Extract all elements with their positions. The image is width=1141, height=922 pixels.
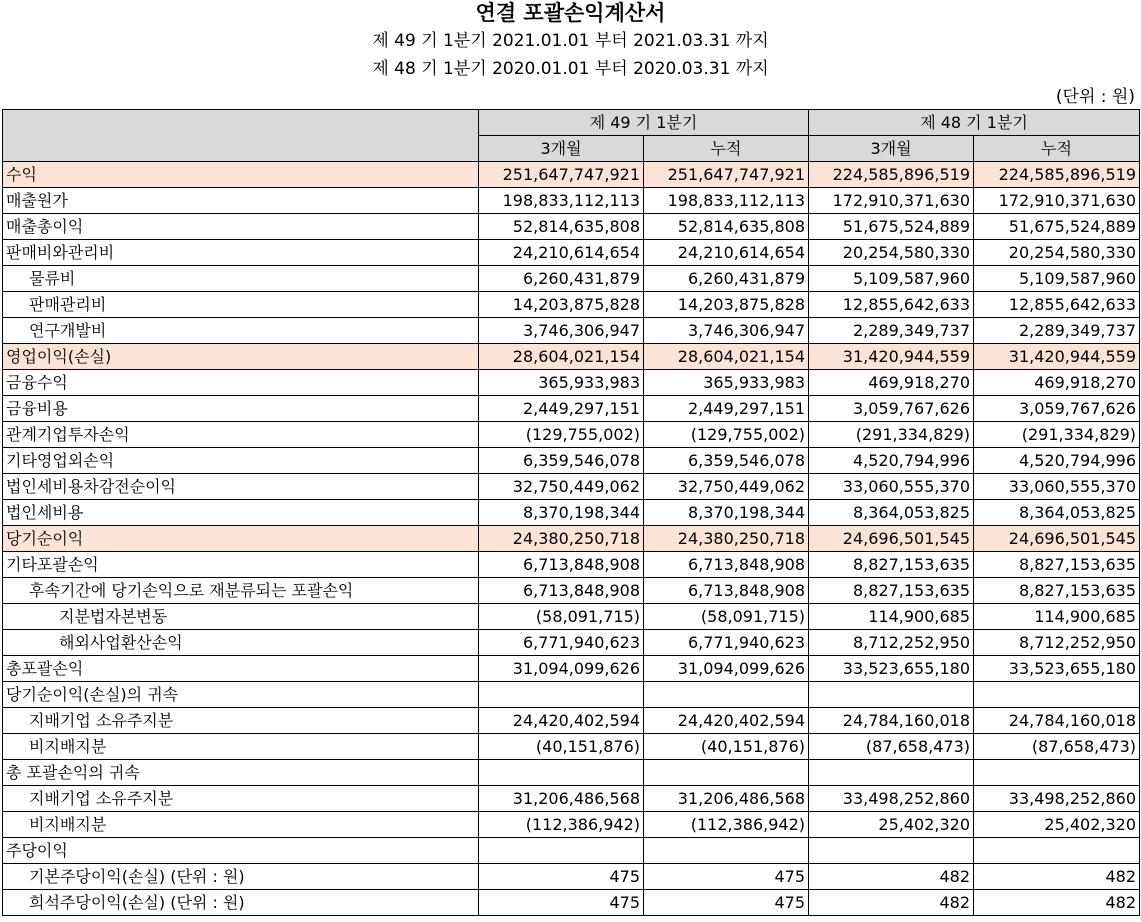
row-value: 3,746,306,947 [644, 318, 809, 344]
row-label: 관계기업투자손익 [3, 422, 479, 448]
row-value: 224,585,896,519 [974, 162, 1140, 188]
row-label: 희석주당이익(손실) (단위 : 원) [3, 890, 479, 916]
table-row [3, 630, 1140, 656]
table-row [3, 396, 1140, 422]
row-value: 20,254,580,330 [974, 240, 1140, 266]
table-row [3, 786, 1140, 812]
table-row [3, 656, 1140, 682]
row-value: 6,771,940,623 [644, 630, 809, 656]
row-value: 52,814,635,808 [644, 214, 809, 240]
row-value: 8,827,153,635 [809, 578, 974, 604]
row-label: 지배기업 소유주지분 [3, 786, 479, 812]
row-value: 198,833,112,113 [479, 188, 644, 214]
row-value: 8,827,153,635 [974, 552, 1140, 578]
row-label: 지배기업 소유주지분 [3, 708, 479, 734]
table-row [3, 812, 1140, 838]
row-label: 총 포괄손익의 귀속 [3, 760, 479, 786]
row-value: 24,784,160,018 [809, 708, 974, 734]
row-value: 8,712,252,950 [974, 630, 1140, 656]
row-value: (40,151,876) [644, 734, 809, 760]
row-value: 6,260,431,879 [479, 266, 644, 292]
row-value: 33,523,655,180 [809, 656, 974, 682]
row-value: 6,713,848,908 [644, 578, 809, 604]
row-value: 482 [809, 890, 974, 916]
row-label: 지분법자본변동 [3, 604, 479, 630]
row-value: 33,498,252,860 [809, 786, 974, 812]
row-label: 후속기간에 당기손익으로 재분류되는 포괄손익 [3, 578, 479, 604]
row-value [479, 760, 644, 786]
row-value [644, 682, 809, 708]
row-value: 2,449,297,151 [479, 396, 644, 422]
row-value: 482 [974, 864, 1140, 890]
row-label: 연구개발비 [3, 318, 479, 344]
header-prior-3month: 3개월 [809, 136, 974, 162]
table-row [3, 292, 1140, 318]
row-value [809, 760, 974, 786]
row-value: 475 [644, 890, 809, 916]
row-value: (129,755,002) [644, 422, 809, 448]
row-label: 주당이익 [3, 838, 479, 864]
row-value: 31,420,944,559 [809, 344, 974, 370]
row-value: 12,855,642,633 [974, 292, 1140, 318]
table-row [3, 214, 1140, 240]
row-label: 기본주당이익(손실) (단위 : 원) [3, 864, 479, 890]
row-value: 32,750,449,062 [644, 474, 809, 500]
row-value [479, 838, 644, 864]
row-value: 5,109,587,960 [974, 266, 1140, 292]
table-row [3, 240, 1140, 266]
header-current-3month: 3개월 [479, 136, 644, 162]
row-label: 매출원가 [3, 188, 479, 214]
row-value: 6,713,848,908 [479, 552, 644, 578]
table-row [3, 318, 1140, 344]
row-value: 3,059,767,626 [974, 396, 1140, 422]
row-value: 4,520,794,996 [809, 448, 974, 474]
row-value: 3,059,767,626 [809, 396, 974, 422]
table-row [3, 864, 1140, 890]
row-value: 25,402,320 [809, 812, 974, 838]
row-label: 영업이익(손실) [3, 344, 479, 370]
header-corner [3, 110, 479, 162]
row-value: 33,523,655,180 [974, 656, 1140, 682]
row-value: 31,206,486,568 [644, 786, 809, 812]
row-value: 14,203,875,828 [479, 292, 644, 318]
row-value: (291,334,829) [974, 422, 1140, 448]
row-label: 당기순이익(손실)의 귀속 [3, 682, 479, 708]
row-value: 469,918,270 [809, 370, 974, 396]
row-value: (112,386,942) [644, 812, 809, 838]
row-value: 251,647,747,921 [644, 162, 809, 188]
row-value: (87,658,473) [974, 734, 1140, 760]
current-period-range: 제 49 기 1분기 2021.01.01 부터 2021.03.31 까지 [372, 31, 769, 51]
row-label: 총포괄손익 [3, 656, 479, 682]
row-value: 12,855,642,633 [809, 292, 974, 318]
table-row [3, 552, 1140, 578]
row-value: 24,784,160,018 [974, 708, 1140, 734]
row-value: 198,833,112,113 [644, 188, 809, 214]
row-label: 매출총이익 [3, 214, 479, 240]
table-row [3, 708, 1140, 734]
row-value: 51,675,524,889 [974, 214, 1140, 240]
row-value: (291,334,829) [809, 422, 974, 448]
row-value: 6,713,848,908 [479, 578, 644, 604]
row-value: 20,254,580,330 [809, 240, 974, 266]
row-value: 31,206,486,568 [479, 786, 644, 812]
row-label: 금융수익 [3, 370, 479, 396]
row-value: 3,746,306,947 [479, 318, 644, 344]
row-label: 해외사업환산손익 [3, 630, 479, 656]
table-row [3, 188, 1140, 214]
row-value: 6,359,546,078 [479, 448, 644, 474]
header-prior-cumulative: 누적 [974, 136, 1140, 162]
row-value: 24,210,614,654 [644, 240, 809, 266]
header-current-cumulative: 누적 [644, 136, 809, 162]
row-value: 8,827,153,635 [809, 552, 974, 578]
row-value: (40,151,876) [479, 734, 644, 760]
row-value: 33,060,555,370 [974, 474, 1140, 500]
row-value: (87,658,473) [809, 734, 974, 760]
income-statement-table [2, 109, 1140, 916]
row-value: (129,755,002) [479, 422, 644, 448]
row-label: 당기순이익 [3, 526, 479, 552]
table-row [3, 838, 1140, 864]
row-value: 24,420,402,594 [479, 708, 644, 734]
table-row [3, 422, 1140, 448]
table-row [3, 734, 1140, 760]
row-label: 법인세비용 [3, 500, 479, 526]
table-row [3, 370, 1140, 396]
row-value: 6,359,546,078 [644, 448, 809, 474]
row-value: 114,900,685 [809, 604, 974, 630]
header-prior-period: 제 48 기 1분기 [809, 110, 1140, 136]
row-value: 8,370,198,344 [479, 500, 644, 526]
table-row [3, 682, 1140, 708]
row-value: 172,910,371,630 [809, 188, 974, 214]
row-value: 114,900,685 [974, 604, 1140, 630]
statement-title: 연결 포괄손익계산서 [475, 1, 666, 25]
row-value: 33,498,252,860 [974, 786, 1140, 812]
row-value: 6,260,431,879 [644, 266, 809, 292]
table-row [3, 344, 1140, 370]
row-value [974, 760, 1140, 786]
row-value: 5,109,587,960 [809, 266, 974, 292]
row-value: 28,604,021,154 [479, 344, 644, 370]
row-value: 475 [644, 864, 809, 890]
table-row [3, 474, 1140, 500]
unit-label: (단위 : 원) [1055, 87, 1135, 107]
row-label: 기타영업외손익 [3, 448, 479, 474]
row-label: 판매관리비 [3, 292, 479, 318]
row-value: 172,910,371,630 [974, 188, 1140, 214]
row-label: 법인세비용차감전순이익 [3, 474, 479, 500]
row-value: 8,827,153,635 [974, 578, 1140, 604]
row-value [974, 682, 1140, 708]
table-row [3, 162, 1140, 188]
row-value: 6,713,848,908 [644, 552, 809, 578]
row-value: 4,520,794,996 [974, 448, 1140, 474]
row-value: 8,712,252,950 [809, 630, 974, 656]
row-value [644, 760, 809, 786]
row-value [644, 838, 809, 864]
row-label: 금융비용 [3, 396, 479, 422]
row-value: (58,091,715) [644, 604, 809, 630]
row-value: 6,771,940,623 [479, 630, 644, 656]
row-value: 365,933,983 [479, 370, 644, 396]
row-value: 24,696,501,545 [809, 526, 974, 552]
row-label: 물류비 [3, 266, 479, 292]
row-value [974, 838, 1140, 864]
row-value: 482 [974, 890, 1140, 916]
row-value: 25,402,320 [974, 812, 1140, 838]
row-label: 비지배지분 [3, 734, 479, 760]
row-value: 24,210,614,654 [479, 240, 644, 266]
row-value: 365,933,983 [644, 370, 809, 396]
row-value: 24,380,250,718 [479, 526, 644, 552]
header-current-period: 제 49 기 1분기 [479, 110, 809, 136]
row-label: 판매비와관리비 [3, 240, 479, 266]
row-value: 31,094,099,626 [479, 656, 644, 682]
row-value: 8,364,053,825 [809, 500, 974, 526]
table-row [3, 266, 1140, 292]
row-value: 2,289,349,737 [809, 318, 974, 344]
row-value: 33,060,555,370 [809, 474, 974, 500]
row-label: 기타포괄손익 [3, 552, 479, 578]
table-row [3, 604, 1140, 630]
row-value: 32,750,449,062 [479, 474, 644, 500]
row-value: 14,203,875,828 [644, 292, 809, 318]
row-value: 24,696,501,545 [974, 526, 1140, 552]
table-row [3, 526, 1140, 552]
row-value: 24,380,250,718 [644, 526, 809, 552]
row-value: (58,091,715) [479, 604, 644, 630]
table-row [3, 760, 1140, 786]
row-value: 482 [809, 864, 974, 890]
row-value [809, 838, 974, 864]
row-value [809, 682, 974, 708]
row-value: 475 [479, 890, 644, 916]
row-value: (112,386,942) [479, 812, 644, 838]
row-value: 52,814,635,808 [479, 214, 644, 240]
row-value: 224,585,896,519 [809, 162, 974, 188]
row-value: 2,289,349,737 [974, 318, 1140, 344]
row-value: 469,918,270 [974, 370, 1140, 396]
row-value: 8,364,053,825 [974, 500, 1140, 526]
row-label: 수익 [3, 162, 479, 188]
row-value: 8,370,198,344 [644, 500, 809, 526]
row-value: 31,420,944,559 [974, 344, 1140, 370]
table-row [3, 578, 1140, 604]
table-row [3, 500, 1140, 526]
table-row [3, 448, 1140, 474]
row-value [479, 682, 644, 708]
row-value: 475 [479, 864, 644, 890]
row-value: 2,449,297,151 [644, 396, 809, 422]
table-row [3, 890, 1140, 916]
row-value: 31,094,099,626 [644, 656, 809, 682]
row-value: 24,420,402,594 [644, 708, 809, 734]
row-value: 251,647,747,921 [479, 162, 644, 188]
row-label: 비지배지분 [3, 812, 479, 838]
row-value: 28,604,021,154 [644, 344, 809, 370]
row-value: 51,675,524,889 [809, 214, 974, 240]
prior-period-range: 제 48 기 1분기 2020.01.01 부터 2020.03.31 까지 [372, 59, 769, 79]
